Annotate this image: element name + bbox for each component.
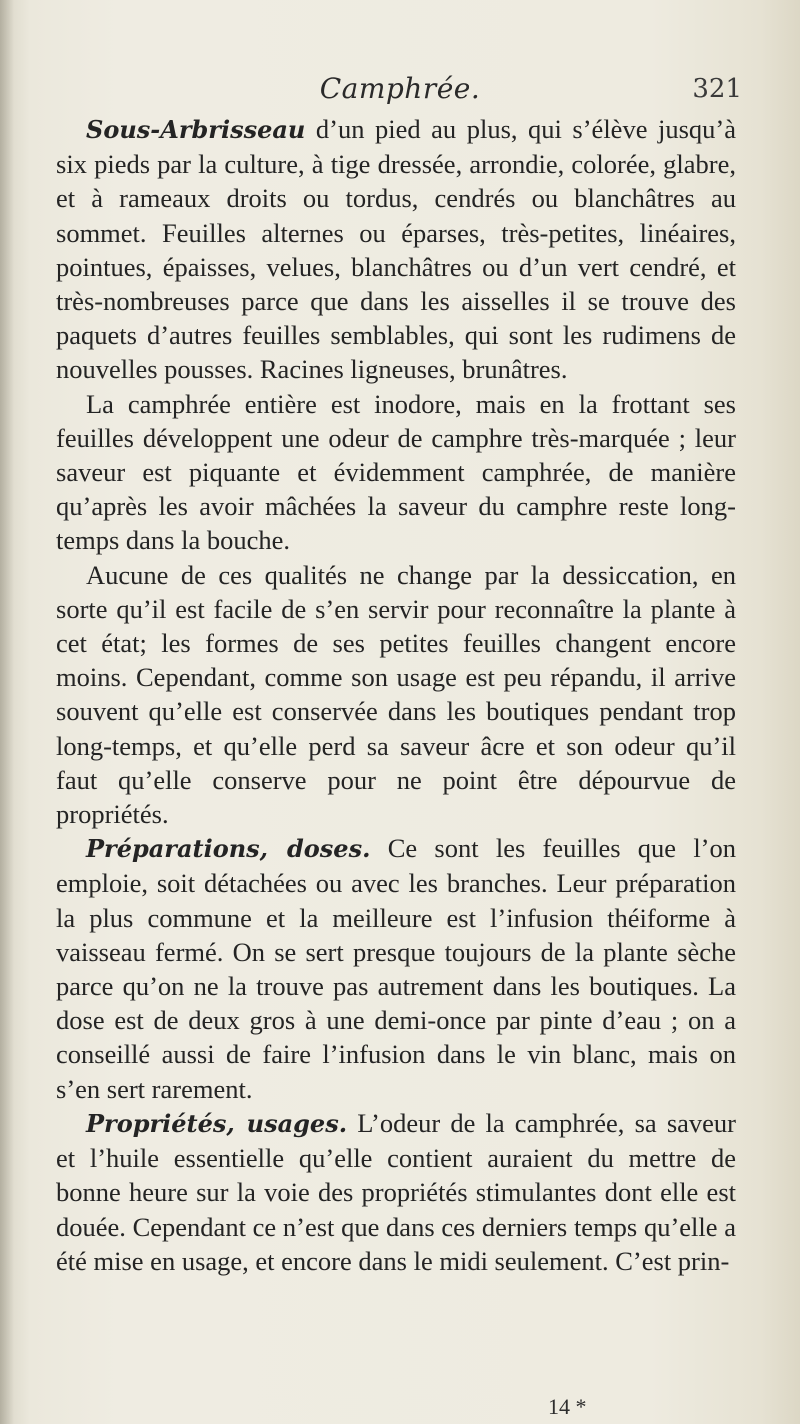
paragraph-odor <box>56 387 736 558</box>
paragraph-text: Ce sont les feuilles que l’on emploie, soit détachées ou avec les branches. Leur préparation la plus commune et la meilleure est l’infusion théiforme à vaisseau fermé. On se sert presque toujours de la plante sèche parce qu’on ne la trouve pas autrement dans les boutiques. La dose est de deux gros à une demi-once par pinte d’eau ; on a conseillé aussi de faire l’infusion dans le vin blanc, mais on s’en sert rarement. <box>56 833 737 1104</box>
paragraph-drying <box>56 558 736 832</box>
paragraph-lead: Propriétés, usages. <box>86 1108 348 1138</box>
paragraph-text: d’un pied au plus, qui s’élève jusqu’à six pieds par la culture, à tige dressée, arrondie, colorée, glabre, et à rameaux droits ou tordus, cendrés ou blanchâtres au sommet. Feuilles alternes ou éparses, très-petites, linéaires, pointues, épaisses, velues, blanchâtres ou d’un vert cendré, et très-nombreuses parce que dans les aisselles il se trouve des paquets d’autres feuilles semblables, qui sont les rudimens de nouvelles pousses. Racines ligneuses, brunâtres. <box>56 114 736 385</box>
paragraph-description <box>56 112 736 387</box>
paragraph-text: L’odeur de la camphrée, sa saveur et l’huile essentielle qu’elle contient auraient du mettre de bonne heure sur la voie des propriétés stimulantes dont elle est douée. Cependant ce n’est que dans ces derniers temps qu’elle a été mise en usage, et encore dans le midi seulement. C’est prin- <box>56 1107 736 1276</box>
page-header <box>0 72 800 112</box>
binding-shadow <box>0 0 14 1424</box>
paragraph-text: La camphrée entière est inodore, mais en la frottant ses feuilles développent une odeur de camphre très-marquée ; leur saveur est piquante et évidemment camphrée, de manière qu’après les avoir mâchées la saveur du camphre reste long-temps dans la bouche. <box>56 388 736 556</box>
running-head: Camphrée. <box>319 72 481 105</box>
page-number: 321 <box>692 74 742 104</box>
body-text <box>56 112 736 1278</box>
paragraph-preparations <box>56 831 736 1106</box>
signature-mark: 14 * <box>548 1394 587 1419</box>
paragraph-properties <box>56 1106 736 1278</box>
paragraph-lead: Sous-Arbrisseau <box>86 115 306 144</box>
paragraph-text: Aucune de ces qualités ne change par la dessiccation, en sorte qu’il est facile de s’en servir pour reconnaître la plante à cet état; les formes de ses petites feuilles changent encore moins. Cependant, comme son usage est peu répandu, il arrive souvent qu’elle est conservée dans les boutiques pendant trop long-temps, et qu’elle perd sa saveur âcre et son odeur qu’il faut qu’elle conserve pour ne point être dépourvue de propriétés. <box>56 559 736 830</box>
paragraph-lead: Préparations, doses. <box>86 834 371 864</box>
